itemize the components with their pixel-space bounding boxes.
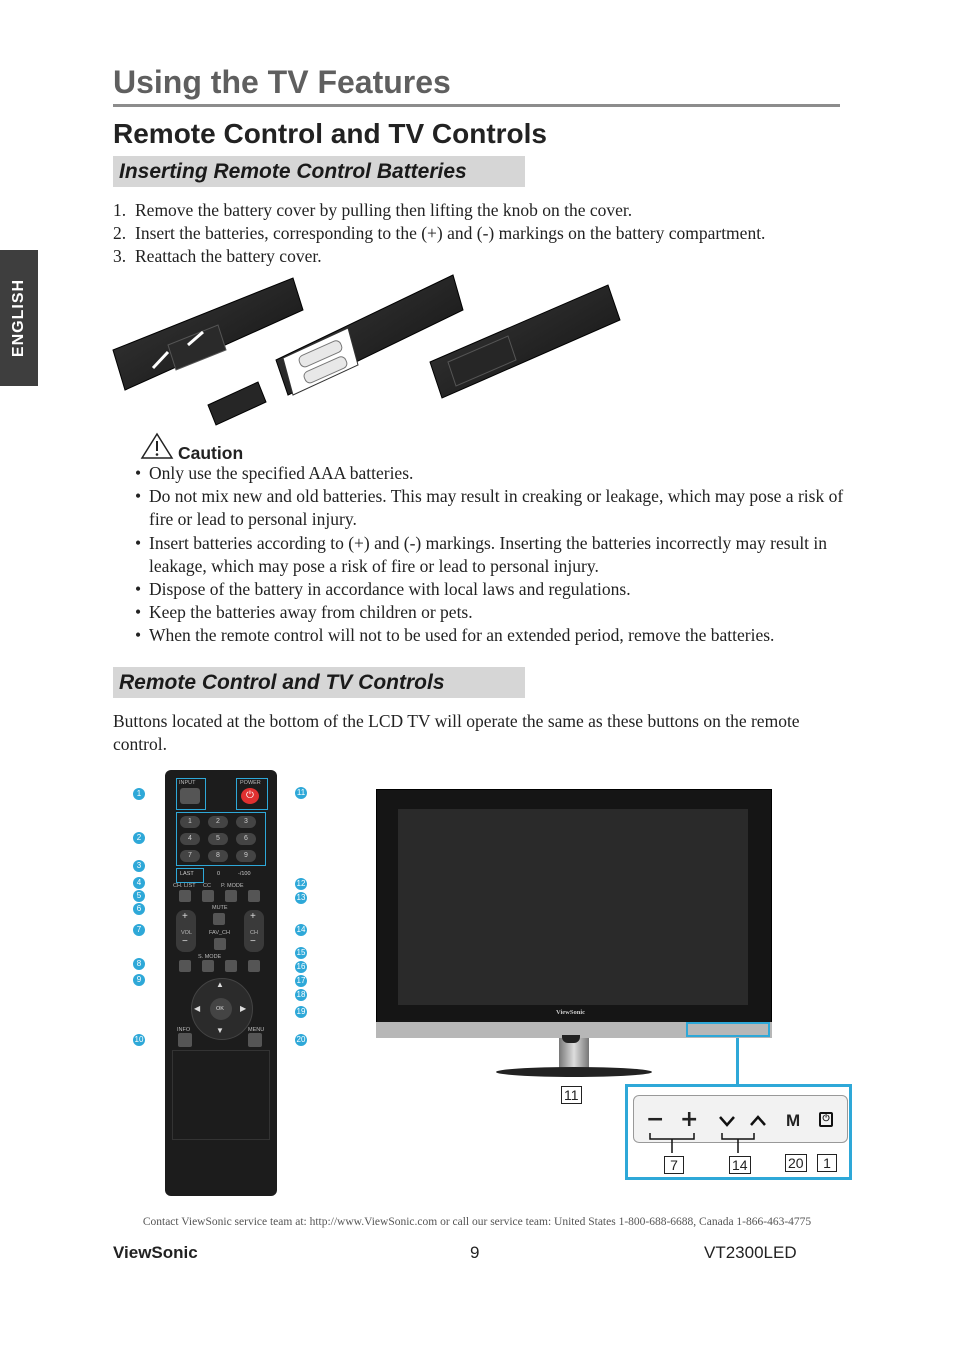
caution-item: • Only use the specified AAA batteries. (135, 463, 414, 483)
section-title: Remote Control and TV Controls (113, 118, 547, 149)
callout-marker: 5 (133, 890, 145, 902)
cc-label: CC (203, 883, 211, 889)
page-title: Using the TV Features (113, 64, 451, 100)
subhead-batteries: Inserting Remote Control Batteries (113, 156, 525, 187)
step-text: Reattach the battery cover. (135, 246, 322, 266)
model-number: VT2300LED (704, 1243, 797, 1262)
mute-label: MUTE (212, 905, 228, 911)
title-divider (113, 104, 840, 107)
chevron-down-button[interactable] (718, 1115, 736, 1127)
step-2 (113, 222, 765, 244)
chevron-up-button[interactable] (749, 1115, 767, 1127)
digit-3-button[interactable]: 3 (236, 816, 256, 828)
p-mode-button[interactable] (225, 890, 237, 902)
ch-list-button[interactable] (179, 890, 191, 902)
fav-ch-button[interactable] (214, 938, 226, 950)
control-panel-highlight (686, 1022, 770, 1037)
power-button-icon[interactable]: ⏻ (819, 1112, 833, 1127)
ok-label: OK (216, 1006, 224, 1012)
callout-box: 20 (785, 1154, 807, 1172)
caution-item: • Do not mix new and old batteries. This may result in creaking or leakage, which may pose a risk of fire or lead to personal injury. (135, 486, 844, 529)
arrow-left-icon[interactable]: ◀ (194, 1004, 201, 1013)
step-text: Remove the battery cover by pulling then lifting the knob on the cover. (135, 200, 633, 220)
caution-item: • Insert batteries according to (+) and (-) markings. Inserting the batteries incorrectly may result in leakage, which may pose a risk of fire or lead to personal injury. (135, 533, 828, 576)
callout-marker: 16 (296, 962, 306, 971)
callout-marker: 17 (296, 976, 306, 985)
step-number: 1. (113, 200, 127, 220)
power-sensor (562, 1035, 580, 1043)
callout-marker: 14 (296, 925, 306, 934)
source-button[interactable] (248, 960, 260, 972)
step-3 (113, 245, 322, 267)
ch-list-label: CH. LIST (173, 883, 196, 889)
hundred-button[interactable]: -/100 (238, 871, 251, 877)
input-button[interactable] (180, 788, 200, 804)
plus-icon: + (182, 911, 188, 922)
caution-item: • When the remote control will not to be used for an extended period, remove the batteries. (135, 625, 775, 645)
step-text: Insert the batteries, corresponding to the (+) and (-) markings on the battery compartment. (135, 223, 766, 243)
callout-box: 14 (729, 1156, 751, 1174)
plus-icon: + (250, 911, 256, 922)
callout-marker: 19 (296, 1007, 306, 1016)
callout-connector (736, 1038, 739, 1086)
callout-marker: 13 (296, 893, 306, 902)
tv-illustration (376, 789, 772, 1079)
mute-button[interactable] (213, 913, 225, 925)
minus-icon: − (182, 936, 188, 947)
step-number: 2. (113, 223, 127, 243)
s-mode-label: S. MODE (198, 954, 222, 960)
s-mode-button[interactable] (202, 960, 214, 972)
cc-button[interactable] (202, 890, 214, 902)
digit-9-button[interactable]: 9 (236, 850, 256, 862)
tv-stand-base (496, 1067, 652, 1077)
arrow-up-icon[interactable]: ▲ (216, 980, 224, 989)
digit-1-button[interactable]: 1 (180, 816, 200, 828)
minus-button[interactable]: − (646, 1107, 665, 1132)
page-number: 9 (470, 1243, 480, 1262)
warning-icon (140, 432, 174, 460)
tv-brand-logo: ViewSonic (556, 1009, 586, 1016)
info-button[interactable] (178, 1033, 192, 1047)
last-button[interactable]: LAST (180, 871, 194, 877)
subhead-controls: Remote Control and TV Controls (113, 667, 525, 698)
footer-brand: ViewSonic (113, 1243, 198, 1262)
callout-marker: 15 (296, 948, 306, 957)
digit-0-button[interactable]: 0 (217, 871, 221, 877)
callout-marker: 4 (133, 877, 145, 889)
info-label: INFO (177, 1027, 191, 1033)
menu-label: MENU (248, 1027, 265, 1033)
callout-marker: 10 (134, 1035, 144, 1044)
battery-insertion-illustration (108, 270, 628, 430)
vol-label: VOL (181, 930, 193, 936)
arrow-right-icon[interactable]: ▶ (240, 1004, 247, 1013)
callout-marker: 11 (296, 788, 306, 797)
language-tab-label: ENGLISH (10, 278, 27, 358)
menu-button[interactable] (248, 1033, 262, 1047)
digit-7-button[interactable]: 7 (180, 850, 200, 862)
callout-marker: 7 (133, 924, 145, 936)
digit-8-button[interactable]: 8 (208, 850, 228, 862)
sleep-button[interactable] (179, 960, 191, 972)
step-1 (113, 199, 632, 221)
aspect-button[interactable] (248, 890, 260, 902)
remote-cover-removed (113, 278, 303, 425)
callout-box: 1 (817, 1154, 837, 1172)
digit-2-button[interactable]: 2 (208, 816, 228, 828)
callout-marker: 12 (296, 879, 306, 888)
language-tab (0, 250, 38, 386)
remote-control-diagram (130, 770, 315, 1200)
ch-label: CH (250, 930, 258, 936)
intro-paragraph: Buttons located at the bottom of the LCD TV will operate the same as these buttons on the remote control. (113, 711, 800, 754)
battery-cover (208, 382, 266, 425)
control-panel-zoom (625, 1084, 852, 1180)
p-mode-label: P. MODE (221, 883, 244, 889)
arrow-down-icon[interactable]: ▼ (216, 1026, 224, 1035)
step-number: 3. (113, 246, 127, 266)
callout-marker: 6 (133, 903, 145, 915)
callout-marker: 20 (296, 1035, 306, 1044)
power-button[interactable]: ⏻ (241, 788, 259, 804)
callout-box: 11 (561, 1086, 582, 1104)
callout-marker: 9 (133, 974, 145, 986)
caution-item: • Keep the batteries away from children or pets. (135, 602, 473, 622)
callout-brackets (648, 1131, 788, 1155)
menu-m-button[interactable]: M (786, 1111, 801, 1130)
caution-item: • Dispose of the battery in accordance with local laws and regulations. (135, 579, 631, 599)
fav-ch-label: FAV_CH (209, 930, 230, 936)
digit-5-button[interactable]: 5 (208, 833, 228, 845)
callout-marker: 1 (133, 788, 145, 800)
callout-marker: 2 (133, 832, 145, 844)
minus-icon: − (250, 936, 256, 947)
digit-4-button[interactable]: 4 (180, 833, 200, 845)
callout-box: 7 (664, 1156, 684, 1174)
footer-contact: Contact ViewSonic service team at: http://www.ViewSonic.com or call our service team: United States 1-800-688-6688, Canada 1-866-463-4775 (142, 1216, 812, 1228)
power-label: POWER (240, 780, 261, 786)
callout-marker: 8 (133, 958, 145, 970)
input-label: INPUT (179, 780, 196, 786)
mts-button[interactable] (225, 960, 237, 972)
digit-6-button[interactable]: 6 (236, 833, 256, 845)
callout-marker: 3 (133, 860, 145, 872)
callout-marker: 18 (296, 990, 306, 999)
plus-button[interactable]: + (680, 1107, 699, 1132)
remote-lower-panel (172, 1050, 270, 1140)
caution-label: Caution (178, 443, 244, 463)
tv-screen (398, 809, 748, 1005)
